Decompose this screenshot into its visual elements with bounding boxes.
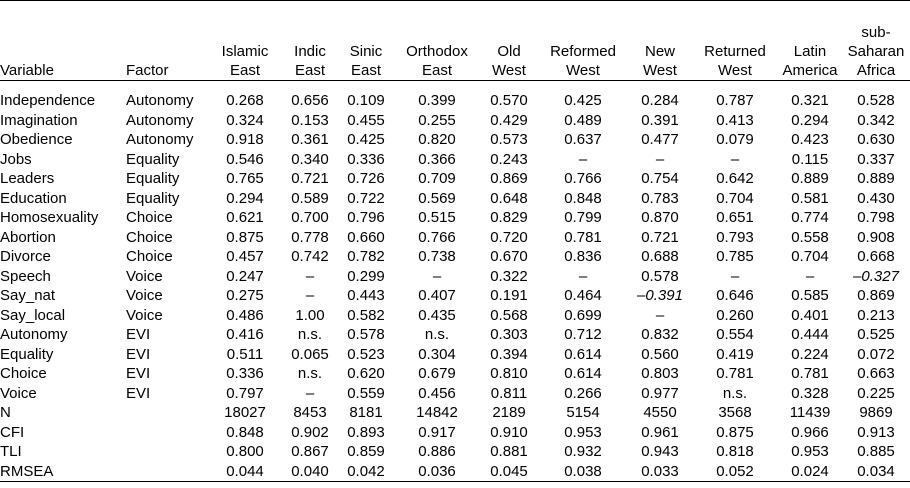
value-cell: 0.115 (791, 150, 829, 168)
table-row (0, 462, 910, 482)
value-cell: – (730, 267, 740, 285)
value-cell: 0.585 (791, 287, 829, 304)
value-cell: 0.299 (347, 267, 385, 285)
value-cell: 0.425 (564, 92, 602, 109)
value-cell: 0.754 (641, 170, 679, 187)
value-cell: 0.336 (226, 365, 264, 382)
value-cell: 0.294 (226, 189, 264, 207)
value-cell: 0.620 (347, 365, 385, 382)
value-cell: 0.869 (490, 170, 528, 187)
value-cell: 0.528 (857, 92, 895, 109)
value-cell: 0.554 (716, 326, 754, 343)
value-cell: 0.255 (418, 111, 456, 129)
value-cell: 1.00 (295, 306, 325, 324)
value-cell: 0.796 (347, 209, 385, 226)
value-cell: 0.419 (716, 345, 754, 363)
value-cell: 0.642 (716, 170, 754, 187)
value-cell: 0.558 (791, 228, 829, 246)
factor-cell: EVI (126, 365, 151, 382)
column-header: Sinic East (349, 43, 383, 79)
factor-cell (126, 462, 208, 482)
value-cell: 0.848 (564, 189, 602, 207)
value-cell: n.s. (297, 326, 323, 343)
value-cell: 0.511 (226, 345, 264, 363)
value-cell: 0.688 (641, 248, 679, 265)
factor-cell: Autonomy (126, 111, 194, 129)
value-cell: 0.886 (418, 443, 456, 460)
table-row (0, 81, 910, 111)
value-cell: 0.570 (490, 92, 528, 109)
factor-cell: Autonomy (126, 92, 194, 109)
value-cell: 0.670 (490, 248, 528, 265)
variable-cell: Say_local (0, 306, 66, 324)
value-cell: – (432, 267, 442, 285)
table-row (0, 364, 910, 384)
value-cell: 0.525 (857, 326, 895, 343)
value-cell: 0.721 (641, 228, 679, 246)
value-cell: 0.044 (226, 462, 264, 480)
value-cell: 0.663 (857, 365, 895, 382)
value-cell: 0.443 (347, 287, 385, 304)
column-header: Islamic East (221, 43, 269, 79)
value-cell: 0.889 (857, 170, 895, 187)
value-cell: 0.781 (716, 365, 754, 382)
value-cell: n.s. (297, 365, 323, 382)
value-cell: 0.943 (641, 443, 679, 460)
value-cell: 0.515 (418, 209, 456, 226)
value-cell: 0.589 (291, 189, 329, 207)
value-cell: 0.568 (490, 306, 528, 324)
value-cell: – (655, 150, 665, 168)
value-cell: 0.722 (347, 189, 385, 207)
value-cell: 0.045 (490, 462, 528, 480)
value-cell: 0.726 (347, 170, 385, 187)
value-cell: 0.766 (564, 170, 602, 187)
value-cell: 0.578 (641, 267, 679, 285)
value-cell: 0.284 (641, 92, 679, 109)
value-cell: 0.783 (641, 189, 679, 207)
value-cell: 0.455 (347, 111, 385, 129)
value-cell: 0.917 (418, 423, 456, 441)
value-cell: 0.430 (857, 189, 895, 207)
value-cell: 0.109 (347, 92, 385, 109)
factor-cell (126, 403, 208, 423)
factor-cell: Choice (126, 209, 173, 226)
table-row (0, 306, 910, 326)
value-cell: 0.303 (490, 326, 528, 343)
table-row (0, 267, 910, 287)
value-cell: 0.803 (641, 365, 679, 382)
value-cell: 0.052 (716, 462, 754, 480)
value-cell: 0.704 (791, 248, 829, 265)
value-cell: 0.342 (857, 111, 895, 129)
table-row (0, 111, 910, 131)
value-cell: 0.614 (564, 365, 602, 382)
value-cell: 0.648 (490, 189, 528, 207)
value-cell: 0.902 (291, 423, 329, 441)
variable-cell: Education (0, 189, 67, 207)
value-cell: 0.781 (791, 365, 829, 382)
variable-cell: Jobs (0, 150, 32, 168)
variable-cell: Leaders (0, 170, 55, 187)
value-cell: 0.875 (716, 423, 754, 441)
value-cell: 0.932 (564, 443, 602, 460)
value-cell: 0.266 (564, 384, 602, 402)
table-row (0, 403, 910, 423)
value-cell: – (578, 267, 588, 285)
value-cell: 0.429 (490, 111, 528, 129)
value-cell: 0.423 (791, 131, 829, 148)
value-cell: 0.885 (857, 443, 895, 460)
table-row (0, 247, 910, 267)
value-cell: 0.966 (791, 423, 829, 441)
value-cell: 0.322 (490, 267, 528, 285)
value-cell: 0.614 (564, 345, 602, 363)
table-row (0, 345, 910, 365)
value-cell: 2189 (492, 404, 526, 421)
value-cell: 0.336 (347, 150, 385, 168)
table-row (0, 442, 910, 462)
value-cell: 0.425 (347, 131, 385, 148)
value-cell: 0.038 (564, 462, 602, 480)
factor-cell: Voice (126, 287, 163, 304)
table-row (0, 130, 910, 150)
value-cell: 0.024 (791, 462, 829, 480)
value-cell: 18027 (224, 404, 266, 421)
value-cell: 0.065 (291, 345, 329, 363)
value-cell: 0.798 (857, 209, 895, 226)
value-cell: 0.486 (226, 306, 264, 324)
variable-cell: Say_nat (0, 287, 56, 304)
value-cell: 0.036 (418, 462, 456, 480)
value-cell: 0.785 (716, 248, 754, 265)
value-cell: 0.875 (226, 228, 264, 246)
value-cell: 0.630 (857, 131, 895, 148)
value-cell: 0.391 (641, 111, 679, 129)
value-cell: 0.464 (564, 287, 602, 304)
value-cell: 0.477 (641, 131, 679, 148)
value-cell: 0.407 (418, 287, 456, 304)
value-cell: 0.456 (418, 384, 456, 402)
value-cell: 0.913 (857, 423, 895, 441)
table-row (0, 286, 910, 306)
column-header: Returned West (704, 43, 766, 79)
value-cell: 0.413 (716, 111, 754, 129)
value-cell: 0.870 (641, 209, 679, 226)
value-cell: – (305, 384, 315, 402)
variable-cell: Choice (0, 365, 47, 382)
value-cell: 0.399 (418, 92, 456, 109)
value-cell: 9869 (859, 404, 893, 421)
value-cell: 0.523 (347, 345, 385, 363)
value-cell: 0.793 (716, 228, 754, 246)
value-cell: 0.699 (564, 306, 602, 324)
value-cell: 0.953 (791, 443, 829, 460)
value-cell: 0.153 (291, 111, 329, 129)
value-cell: 0.637 (564, 131, 602, 148)
value-cell: 0.191 (490, 287, 528, 304)
variable-cell: Voice (0, 384, 37, 402)
value-cell: 0.213 (857, 306, 895, 324)
value-cell: 0.361 (291, 131, 329, 148)
variable-cell: Autonomy (0, 326, 68, 343)
factor-cell: Equality (126, 150, 180, 168)
variable-cell: TLI (0, 443, 22, 460)
value-cell: 0.953 (564, 423, 602, 441)
value-cell: 0.766 (418, 228, 456, 246)
value-cell: 0.560 (641, 345, 679, 363)
value-cell: 0.621 (226, 209, 264, 226)
value-cell: – (730, 150, 740, 168)
value-cell: 0.869 (857, 287, 895, 304)
value-cell: 0.738 (418, 248, 456, 265)
value-cell: 0.961 (641, 423, 679, 441)
value-cell: 0.893 (347, 423, 385, 441)
value-cell: 0.836 (564, 248, 602, 265)
column-header: Latin America (782, 43, 838, 79)
value-cell: 0.457 (226, 248, 264, 265)
table-row (0, 150, 910, 170)
value-cell: 0.889 (791, 170, 829, 187)
value-cell: 0.401 (791, 306, 829, 324)
value-cell: 0.340 (291, 150, 329, 168)
value-cell: 0.867 (291, 443, 329, 460)
value-cell: 8453 (293, 404, 327, 421)
value-cell: 0.651 (716, 209, 754, 226)
column-header: Orthodox East (406, 43, 468, 79)
value-cell: 0.546 (226, 150, 264, 168)
value-cell: 0.324 (226, 111, 264, 129)
value-cell: 0.709 (418, 170, 456, 187)
value-cell: 0.660 (347, 228, 385, 246)
value-cell: 0.859 (347, 443, 385, 460)
value-cell: 5154 (566, 404, 600, 421)
column-header: Old West (492, 43, 526, 79)
value-cell: 0.040 (291, 462, 329, 480)
table-row (0, 384, 910, 404)
factor-cell (126, 442, 208, 462)
column-header: Factor (126, 62, 169, 79)
variable-cell: Homosexuality (0, 209, 99, 226)
table-row (0, 208, 910, 228)
value-cell: 0.225 (857, 384, 895, 402)
factor-cell: Equality (126, 170, 180, 187)
value-cell: 0.704 (716, 189, 754, 207)
value-cell: – (805, 267, 815, 285)
column-header: New West (643, 43, 677, 79)
value-cell: 0.712 (564, 326, 602, 343)
value-cell: 0.918 (226, 131, 264, 148)
value-cell: 0.881 (490, 443, 528, 460)
table-row (0, 423, 910, 443)
value-cell: 0.656 (291, 92, 329, 109)
value-cell: 0.042 (347, 462, 385, 480)
value-cell: – (655, 306, 665, 324)
value-cell: 0.679 (418, 365, 456, 382)
column-header: Variable (0, 62, 54, 79)
factor-cell: Voice (126, 267, 163, 285)
value-cell: 8181 (349, 404, 383, 421)
value-cell: 0.366 (418, 150, 456, 168)
value-cell: 0.578 (347, 326, 385, 343)
value-cell: 0.646 (716, 287, 754, 304)
value-cell: 0.782 (347, 248, 385, 265)
value-cell: 0.321 (791, 92, 829, 109)
value-cell: 0.268 (226, 92, 264, 109)
value-cell: 0.800 (226, 443, 264, 460)
value-cell: 0.832 (641, 326, 679, 343)
value-cell: 0.489 (564, 111, 602, 129)
factor-cell: Choice (126, 248, 173, 265)
variable-cell: Equality (0, 345, 54, 363)
value-cell: 0.977 (641, 384, 679, 402)
value-cell: 0.765 (226, 170, 264, 187)
value-cell: 0.394 (490, 345, 528, 363)
variable-cell: N (0, 404, 11, 421)
value-cell: – (305, 267, 315, 285)
value-cell: 0.720 (490, 228, 528, 246)
value-cell: 0.247 (226, 267, 264, 285)
value-cell: 0.435 (418, 306, 456, 324)
value-cell: 0.781 (564, 228, 602, 246)
variable-cell: CFI (0, 423, 25, 441)
value-cell: 0.582 (347, 306, 385, 324)
value-cell: 0.243 (490, 150, 528, 168)
value-cell: –0.327 (853, 267, 899, 285)
column-header: sub- Saharan Africa (847, 24, 905, 79)
value-cell: 14842 (416, 404, 458, 421)
value-cell: 0.797 (226, 384, 264, 402)
value-cell: 0.304 (418, 345, 456, 363)
factor-cell: EVI (126, 345, 151, 363)
value-cell: 0.337 (857, 150, 895, 168)
variable-cell: Abortion (0, 228, 56, 246)
factor-cell: EVI (126, 326, 151, 343)
value-cell: 0.700 (291, 209, 329, 226)
value-cell: 0.721 (291, 170, 329, 187)
column-header: Indic East (294, 43, 326, 79)
variable-cell: Obedience (0, 131, 73, 148)
factor-cell (126, 423, 208, 443)
value-cell: 0.829 (490, 209, 528, 226)
value-cell: 0.573 (490, 131, 528, 148)
value-cell: – (305, 287, 315, 304)
value-cell: 0.581 (791, 189, 829, 207)
value-cell: 0.569 (418, 189, 456, 207)
value-cell: 0.328 (791, 384, 829, 402)
value-cell: 0.224 (791, 345, 829, 363)
value-cell: 0.774 (791, 209, 829, 226)
value-cell: 0.034 (857, 462, 895, 480)
variable-cell: Imagination (0, 111, 78, 129)
value-cell: 0.811 (490, 384, 528, 402)
variable-cell: Independence (0, 92, 96, 109)
value-cell: 0.072 (857, 345, 895, 363)
table-row (0, 228, 910, 248)
value-cell: 0.033 (641, 462, 679, 480)
value-cell: 0.778 (291, 228, 329, 246)
value-cell: 0.908 (857, 228, 895, 246)
value-cell: 0.810 (490, 365, 528, 382)
table-body (0, 81, 910, 482)
factor-cell: Autonomy (126, 131, 194, 148)
value-cell: 0.294 (791, 111, 829, 129)
value-cell: 0.799 (564, 209, 602, 226)
variable-cell: Speech (0, 267, 51, 285)
factor-cell: Choice (126, 228, 173, 246)
table-row (0, 189, 910, 209)
value-cell: 0.079 (716, 131, 754, 148)
value-cell: – (578, 150, 588, 168)
value-cell: n.s. (424, 326, 450, 343)
value-cell: 0.820 (418, 131, 456, 148)
value-cell: 0.742 (291, 248, 329, 265)
value-cell: –0.391 (637, 287, 683, 304)
value-cell: 3568 (718, 404, 752, 421)
table-row (0, 169, 910, 189)
table-row (0, 325, 910, 345)
value-cell: 0.668 (857, 248, 895, 265)
value-cell: n.s. (722, 384, 748, 402)
value-cell: 0.818 (716, 443, 754, 460)
value-cell: 0.559 (347, 384, 385, 402)
variable-cell: RMSEA (0, 462, 54, 480)
value-cell: 11439 (789, 404, 831, 421)
value-cell: 4550 (643, 404, 677, 421)
factor-cell: EVI (126, 384, 151, 402)
factor-cell: Equality (126, 189, 180, 207)
value-cell: 0.910 (490, 423, 528, 441)
value-cell: 0.444 (791, 326, 829, 343)
value-cell: 0.260 (716, 306, 754, 324)
value-cell: 0.848 (226, 423, 264, 441)
value-cell: 0.416 (226, 326, 264, 343)
header-row (0, 1, 910, 81)
value-cell: 0.275 (226, 287, 264, 304)
variable-cell: Divorce (0, 248, 51, 265)
factor-cell: Voice (126, 306, 163, 324)
value-cell: 0.787 (716, 92, 754, 109)
column-header: Reformed West (550, 43, 616, 79)
